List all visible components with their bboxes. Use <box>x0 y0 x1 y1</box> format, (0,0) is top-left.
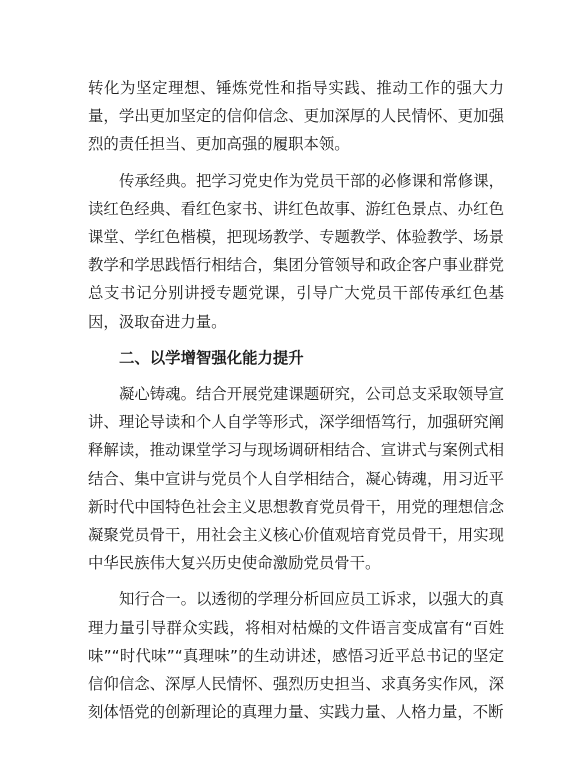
paragraph-inherit-classics: 传承经典。把学习党史作为党员干部的必修课和常修课，读红色经典、看红色家书、讲红色故事、游红色景点、办红色课堂、学红色楷模，把现场教学、专题教学、体验教学、场景教学和学思践悟行相结合，集团分管领导和政企客户事业群党总支书记分别讲授专题党课，引导广大党员干部传承红色基因，汲取奋进力量。 <box>88 171 504 331</box>
paragraph-continuation: 转化为坚定理想、锤炼党性和指导实践、推动工作的强大力量，学出更加坚定的信仰信念、更加深厚的人民情怀、更加强烈的责任担当、更加高强的履职本领。 <box>88 79 504 154</box>
paragraph-condense-soul: 凝心铸魂。结合开展党建课题研究，公司总支采取领导宣讲、理论导读和个人自学等形式，深学细悟笃行，加强研究阐释解读，推动课堂学习与现场调研相结合、宣讲式与案例式相结合、集中宣讲与党员个人自学相结合，凝心铸魂，用习近平新时代中国特色社会主义思想教育党员骨干，用党的理想信念凝聚党员骨干，用社会主义核心价值观培育党员骨干，用实现中华民族伟大复兴历史使命激励党员骨干。 <box>88 385 504 573</box>
paragraph-unity-knowledge-action: 知行合一。以透彻的学理分析回应员工诉求，以强大的真理力量引导群众实践，将相对枯燥的文件语言变成富有“百姓味”“时代味”“真理味”的生动讲述，感悟习近平总书记的坚定信仰信念、深厚人民情怀、强烈历史担当、求真务实作风，深刻体悟党的创新理论的真理力量、实践力量、人格力量，不断 <box>88 590 504 722</box>
document-body <box>88 74 504 734</box>
section-heading: 二、以学增智强化能力提升 <box>119 348 304 367</box>
